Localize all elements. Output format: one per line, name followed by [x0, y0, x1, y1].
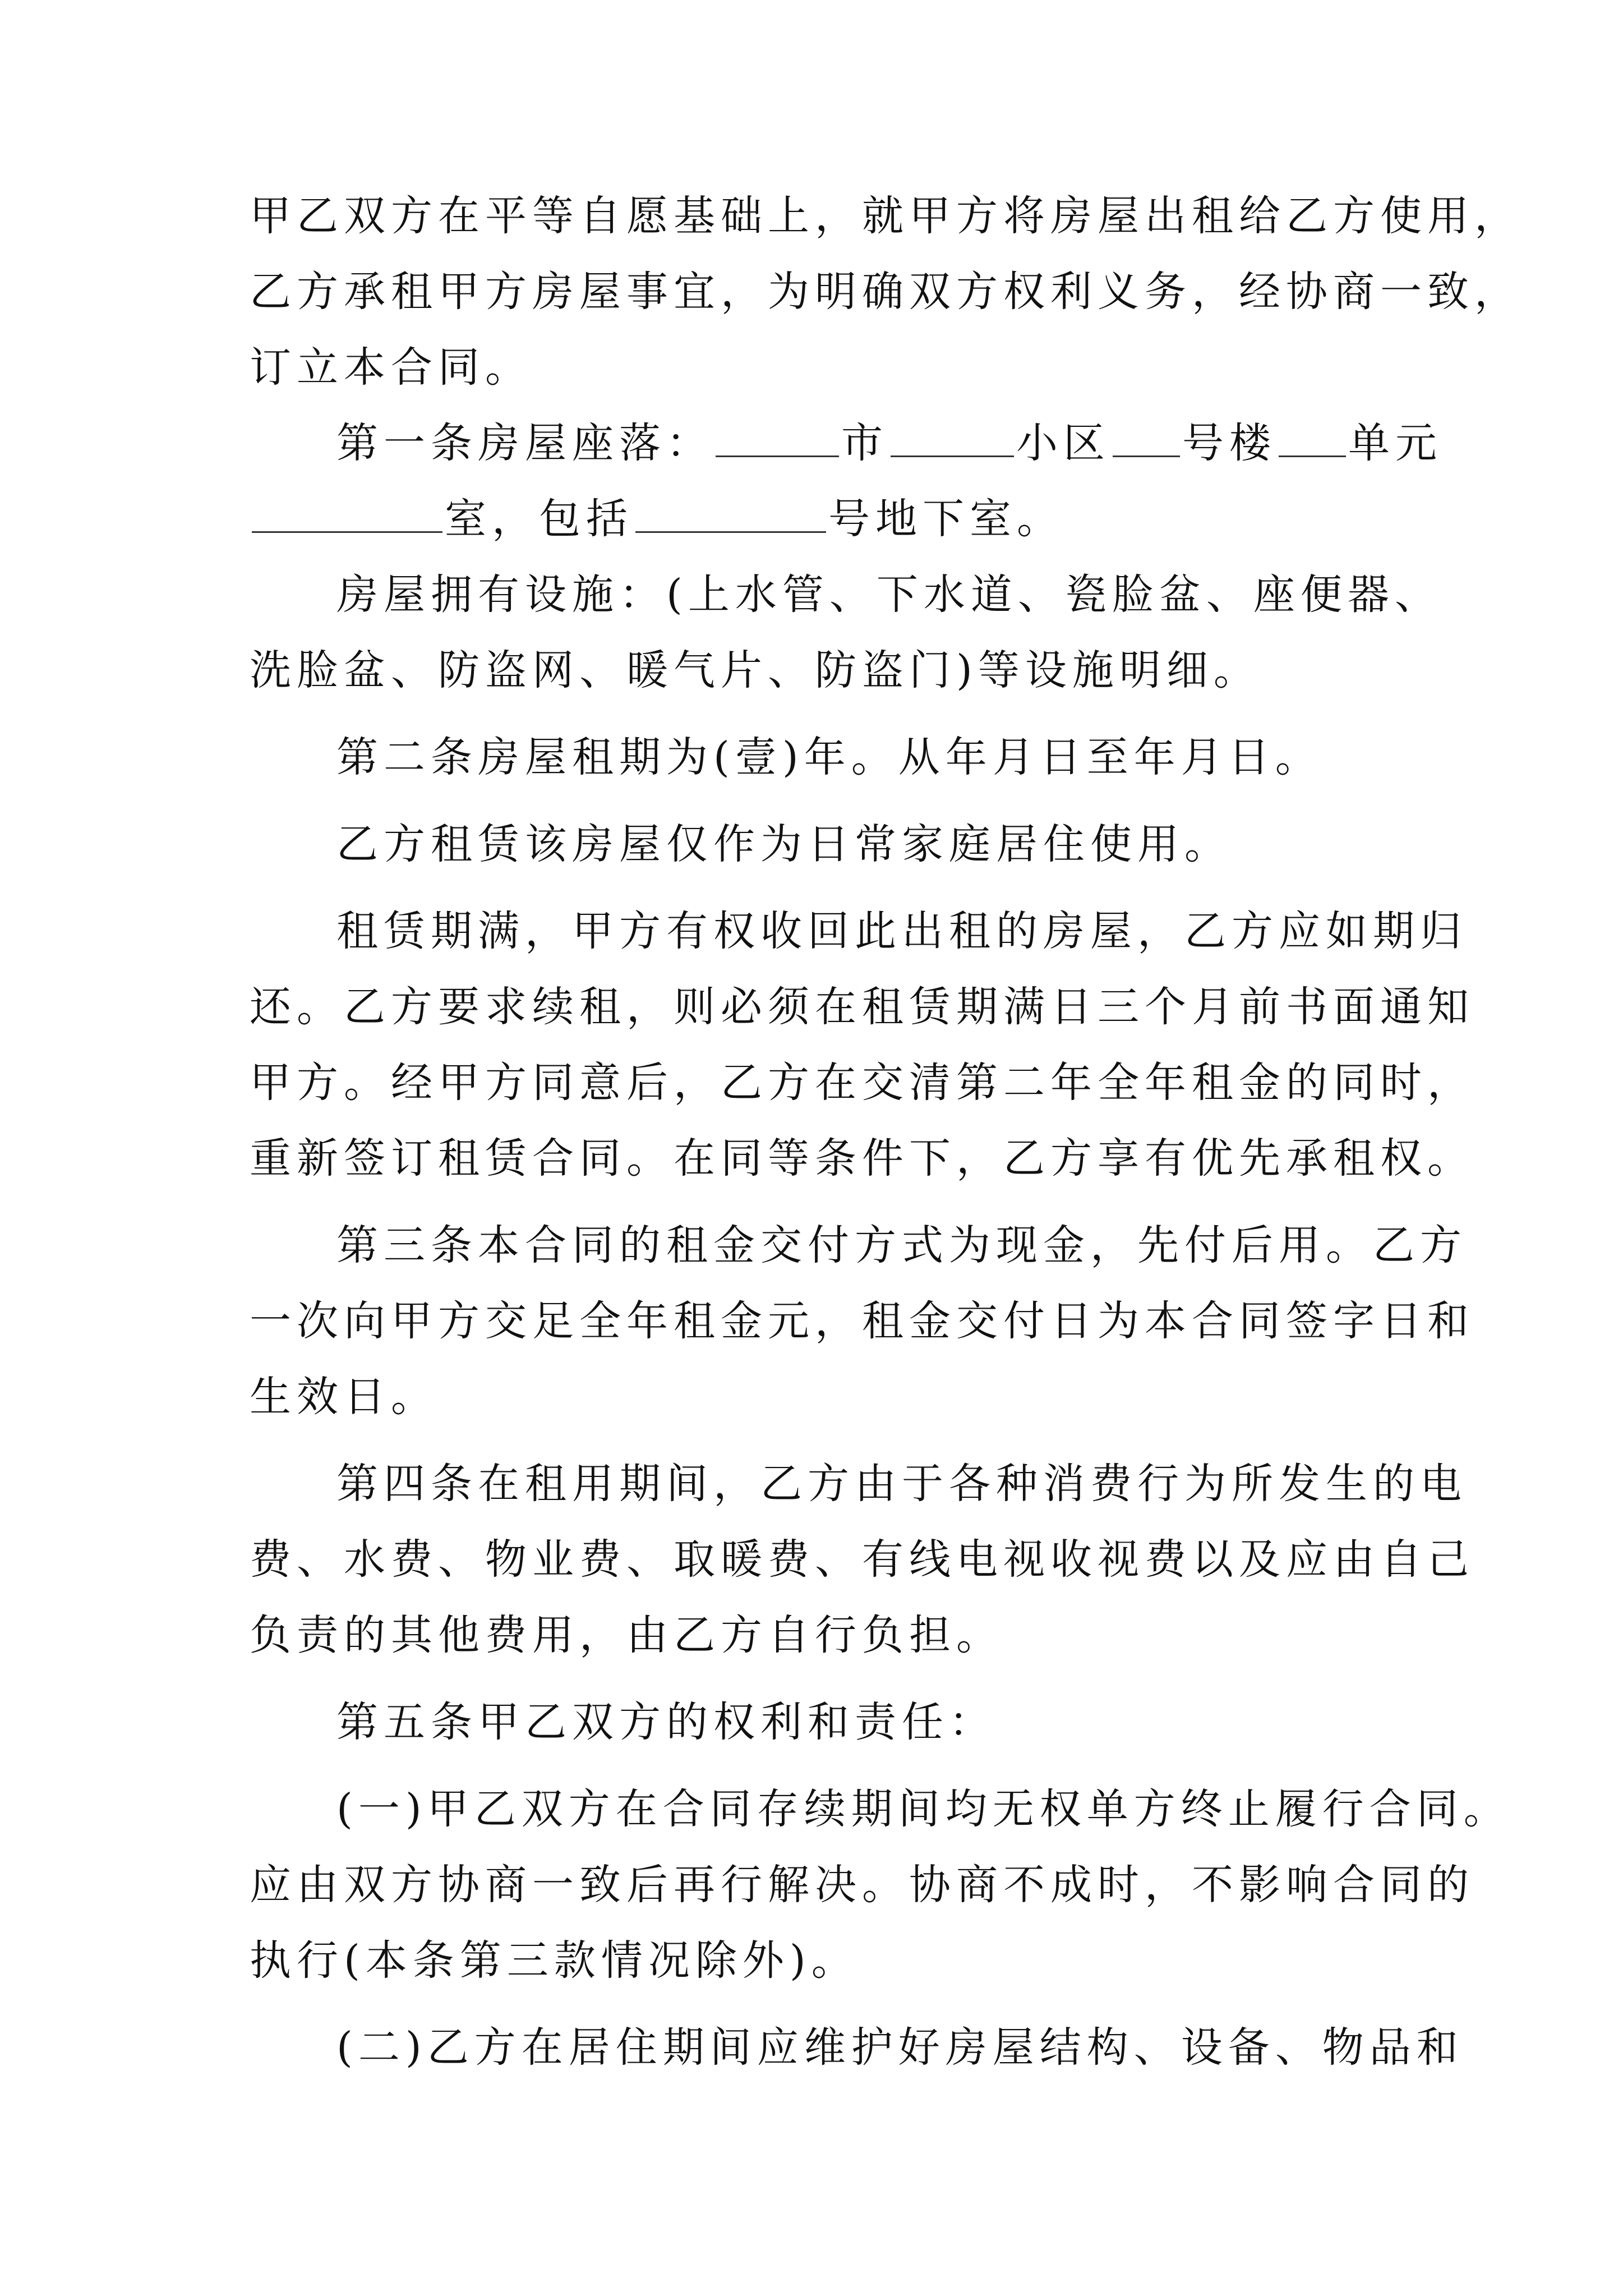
blank-field — [252, 490, 442, 533]
paragraph-line: 第二条房屋租期为(壹)年。从年月日至年月日。 — [336, 733, 1322, 781]
paragraph-line: 执行(本条第三款情况除外)。 — [250, 1936, 859, 1985]
paragraph-line: 负责的其他费用，由乙方自行负担。 — [250, 1611, 1003, 1659]
paragraph-line: 甲乙双方在平等自愿基础上，就甲方将房屋出租给乙方使用， — [250, 192, 1521, 240]
basement-label: 号地下室。 — [828, 495, 1064, 543]
paragraph-line: 乙方租赁该房屋仅作为日常家庭居住使用。 — [336, 820, 1232, 868]
paragraph-line: 应由双方协商一致后再行解决。协商不成时，不影响合同的 — [250, 1861, 1474, 1909]
blank-field — [716, 414, 839, 457]
blank-field — [635, 490, 826, 533]
paragraph-line: 洗脸盆、防盗网、暖气片、防盗门)等设施明细。 — [250, 646, 1261, 694]
paragraph-line: 生效日。 — [250, 1373, 438, 1421]
paragraph-line: 租赁期满，甲方有权收回此出租的房屋，乙方应如期归 — [336, 907, 1467, 955]
paragraph-line: 房屋拥有设施：(上水管、下水道、瓷脸盆、座便器、 — [336, 570, 1442, 619]
room-label: 室，包括 — [445, 495, 633, 543]
paragraph-line: (二)乙方在居住期间应维护好房屋结构、设备、物品和 — [336, 2023, 1464, 2072]
unit-label: 单元 — [1348, 419, 1442, 467]
paragraph-line: 还。乙方要求续租，则必须在租赁期满日三个月前书面通知 — [250, 983, 1474, 1031]
paragraph-line: 乙方承租甲方房屋事宜，为明确双方权利义务，经协商一致， — [250, 268, 1521, 316]
building-label: 号楼 — [1182, 419, 1276, 467]
paragraph-line: 费、水费、物业费、取暖费、有线电视收视费以及应由自己 — [250, 1535, 1474, 1584]
paragraph-line: 订立本合同。 — [250, 343, 532, 392]
city-label: 市 — [841, 419, 888, 467]
location-line-2 — [250, 485, 1064, 553]
blank-field — [1279, 414, 1346, 457]
paragraph-line: 甲方。经甲方同意后，乙方在交清第二年全年租金的同时， — [250, 1059, 1474, 1107]
blank-field — [1113, 414, 1180, 457]
blank-field — [891, 414, 1014, 457]
location-line-1 — [336, 409, 1442, 477]
paragraph-line: (一)甲乙双方在合同存续期间均无权单方终止履行合同。 — [336, 1785, 1511, 1833]
paragraph-line: 第三条本合同的租金交付方式为现金，先付后用。乙方 — [336, 1221, 1467, 1269]
location-label: 第一条房屋座落： — [336, 419, 713, 467]
paragraph-line: 重新签订租赁合同。在同等条件下，乙方享有优先承租权。 — [250, 1134, 1474, 1182]
community-label: 小区 — [1016, 419, 1110, 467]
paragraph-line: 一次向甲方交足全年租金元，租金交付日为本合同签字日和 — [250, 1297, 1474, 1345]
paragraph-line: 第五条甲乙双方的权利和责任： — [336, 1698, 996, 1746]
paragraph-line: 第四条在租用期间，乙方由于各种消费行为所发生的电 — [336, 1460, 1467, 1508]
